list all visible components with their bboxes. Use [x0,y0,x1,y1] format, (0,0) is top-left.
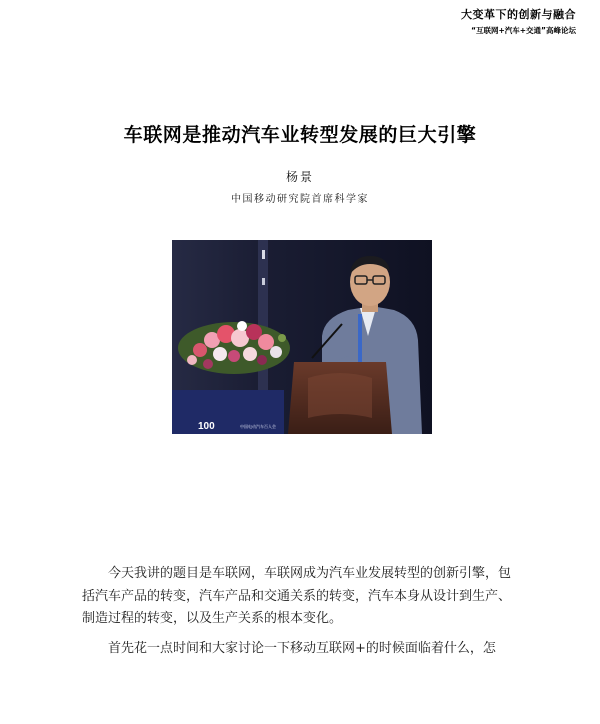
body-paragraph-2: 首先花一点时间和大家讨论一下移动互联网+的时候面临着什么，怎 [108,640,496,656]
speaker-photo [172,240,432,434]
forum-name: “互联网+汽车+交通”高峰论坛 [471,26,576,35]
podium-logo-right: 中国电动汽车百人会 [240,424,276,429]
section-title: 大变革下的创新与融合 [461,8,576,21]
running-header [461,6,576,36]
author-affiliation: 中国移动研究院首席科学家 [231,194,369,205]
body-paragraph-1: 今天我讲的题目是车联网，车联网成为汽车业发展转型的创新引擎，包括汽车产品的转变，汽车产品和交通关系的转变，汽车本身从设计到生产、制造过程的转变，以及生产关系的根本变化。 [82,566,512,626]
article-body [82,563,522,667]
speaker-photo-illustration [172,240,432,434]
article-title: 车联网是推动汽车业转型发展的巨大引擎 [123,124,477,146]
author-name: 杨景 [285,170,314,184]
podium-logo-left: 100 [198,421,215,432]
